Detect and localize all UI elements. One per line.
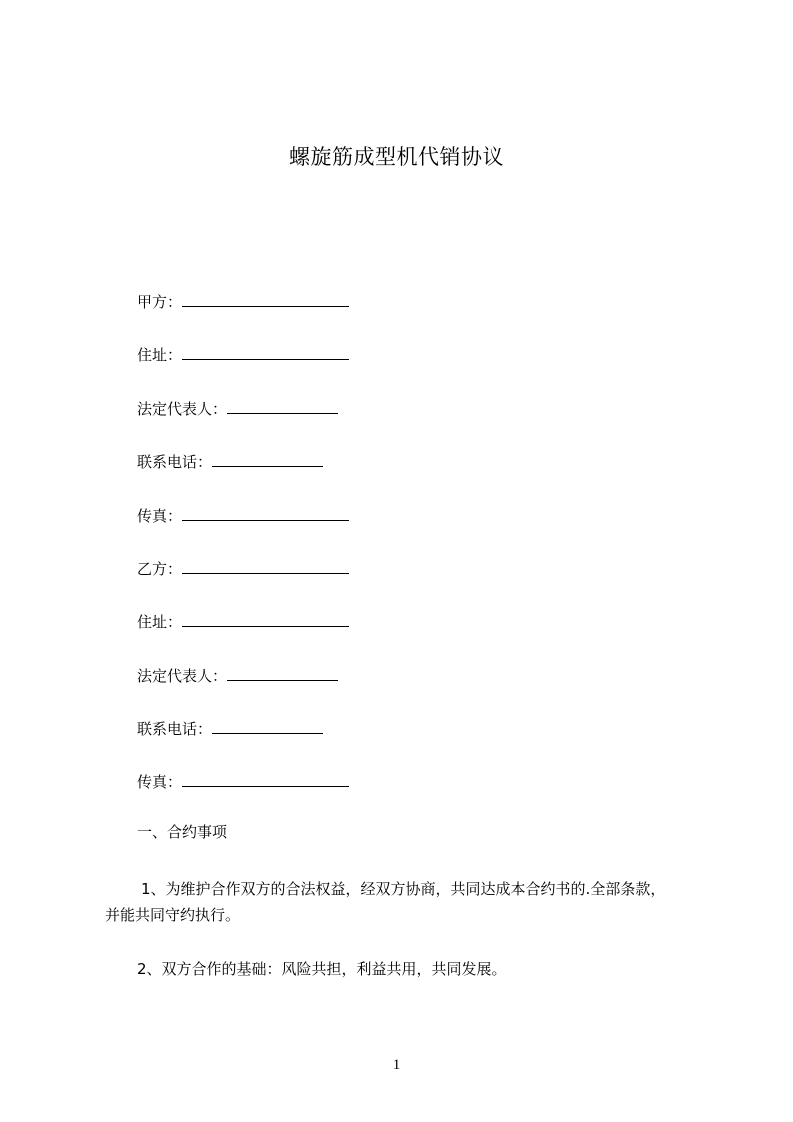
page-title: 螺旋筋成型机代销协议 (289, 145, 504, 169)
page-number: 1 (392, 1057, 401, 1073)
party-b-address-blank (182, 611, 349, 627)
paragraph-2: 2、双方合作的基础：风险共担，利益共用，共同发展。 (137, 960, 507, 978)
party-b-phone-blank (212, 718, 323, 734)
party-a-blank (182, 291, 349, 307)
party-b-representative-label: 法定代表人： (137, 667, 228, 685)
party-a-representative-blank (227, 398, 338, 414)
party-b-phone-label: 联系电话： (137, 720, 213, 738)
party-a-phone-field (137, 451, 323, 472)
party-a-address-label: 住址： (137, 346, 183, 364)
party-a-phone-label: 联系电话： (137, 453, 213, 471)
party-b-blank (182, 558, 349, 574)
party-a-fax-field (137, 505, 349, 526)
party-a-label: 甲方： (137, 293, 183, 311)
party-a-address-field (137, 344, 349, 365)
party-a-representative-field (137, 398, 338, 419)
party-b-field (137, 558, 349, 579)
party-b-fax-label: 传真： (137, 773, 183, 791)
paragraph-1-line-1: 1、为维护合作双方的合法权益，经双方协商，共同达成本合约书的.全部条款， (141, 880, 666, 898)
party-a-phone-blank (212, 451, 323, 467)
party-b-address-label: 住址： (137, 613, 183, 631)
paragraph-1-line-2: 并能共同守约执行。 (105, 906, 241, 924)
party-a-representative-label: 法定代表人： (137, 400, 228, 418)
party-a-field (137, 291, 349, 312)
party-b-representative-blank (227, 665, 338, 681)
party-b-fax-blank (182, 771, 349, 787)
party-a-fax-blank (182, 505, 349, 521)
section-heading: 一、合约事项 (137, 823, 228, 841)
party-b-representative-field (137, 665, 338, 686)
party-b-phone-field (137, 718, 323, 739)
party-a-fax-label: 传真： (137, 507, 183, 525)
party-a-address-blank (182, 344, 349, 360)
party-b-label: 乙方： (137, 560, 183, 578)
party-b-fax-field (137, 771, 349, 792)
party-b-address-field (137, 611, 349, 632)
